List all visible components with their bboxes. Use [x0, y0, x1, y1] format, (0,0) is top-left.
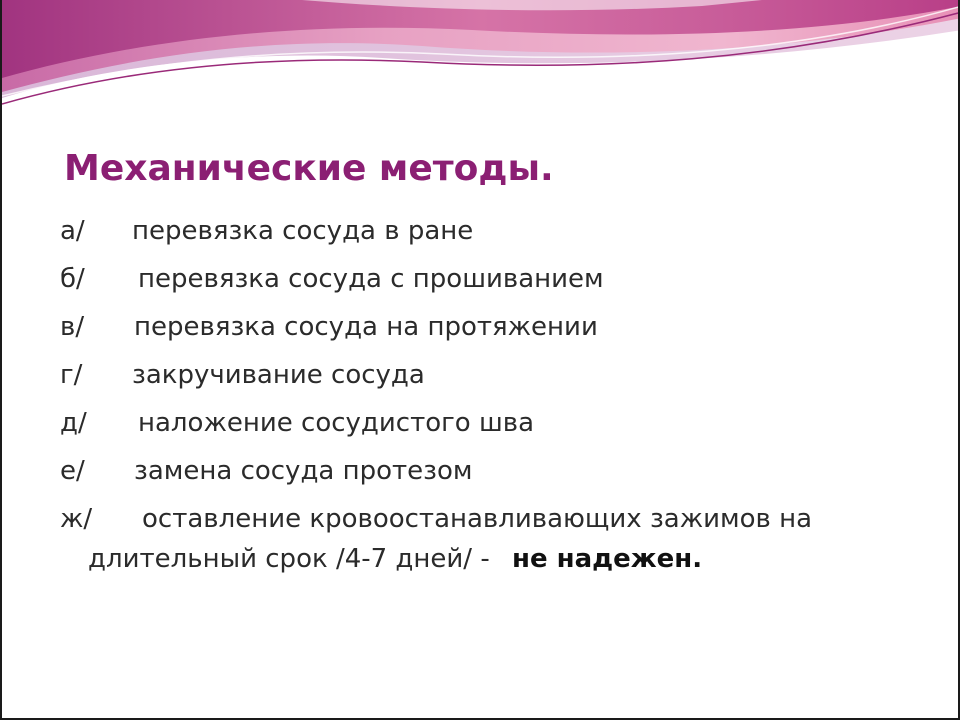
list-item: [60, 310, 930, 358]
list-marker: в/: [60, 312, 85, 342]
list-item: [60, 214, 930, 262]
list-marker: ж/: [60, 504, 93, 534]
list-item-last: [60, 502, 930, 576]
header-wave-decoration: [2, 0, 960, 120]
method-list: [60, 214, 930, 576]
list-marker: б/: [60, 264, 85, 294]
list-item-text: оставление кровоостанавливающих зажимов на: [142, 504, 813, 534]
list-marker: е/: [60, 456, 85, 486]
list-item-line: [60, 502, 930, 542]
list-item: [60, 406, 930, 454]
list-marker: г/: [60, 360, 83, 390]
list-item-text: замена сосуда протезом: [134, 456, 473, 486]
slide-title: Механические методы.: [64, 148, 554, 189]
list-item: [60, 358, 930, 406]
list-item-text: наложение сосудистого шва: [138, 408, 535, 438]
list-item-text: перевязка сосуда с прошиванием: [138, 264, 604, 294]
list-item-text: перевязка сосуда на протяжении: [134, 312, 598, 342]
list-marker: а/: [60, 216, 85, 246]
list-marker: д/: [60, 408, 87, 438]
list-item: [60, 262, 930, 310]
list-item-text: закручивание сосуда: [132, 360, 425, 390]
list-item-text: перевязка сосуда в ране: [132, 216, 474, 246]
emphasis-text: не надежен.: [511, 544, 703, 574]
list-item: [60, 454, 930, 502]
list-item-text-continued: длительный срок /4-7 дней/ -: [88, 544, 490, 574]
list-item-continuation: [60, 542, 930, 576]
